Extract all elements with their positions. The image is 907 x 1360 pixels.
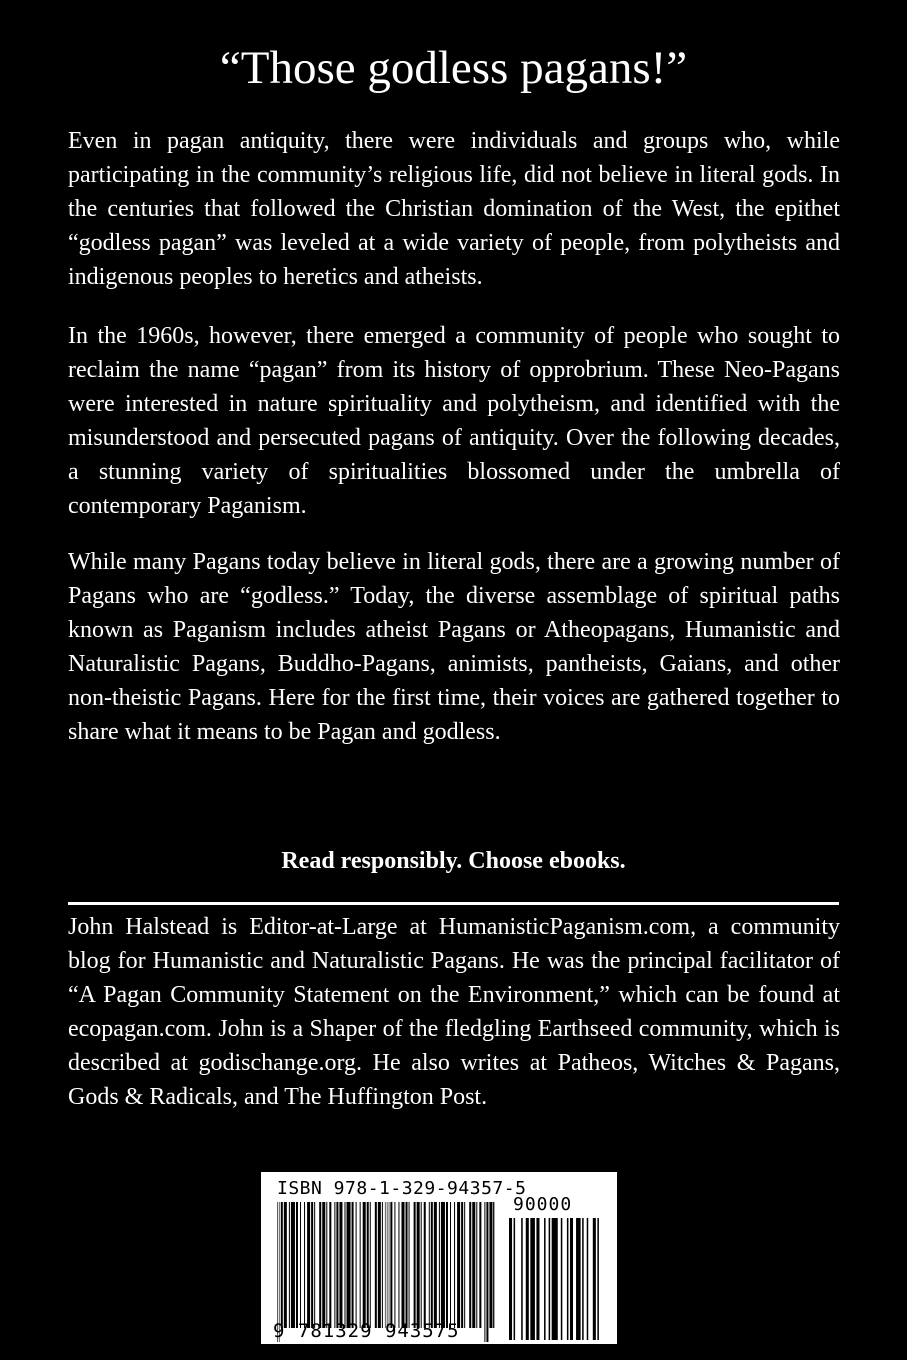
- barcode-bar: [284, 1202, 287, 1328]
- barcode-bar: [457, 1202, 460, 1328]
- barcode-bar: [549, 1218, 551, 1340]
- barcode-bar: [385, 1202, 386, 1328]
- barcode-bar: [469, 1202, 471, 1328]
- barcode-bar: [567, 1218, 569, 1340]
- barcode-bar: [461, 1202, 463, 1328]
- barcode-bar: [450, 1202, 451, 1328]
- barcode-bar: [370, 1202, 371, 1328]
- barcode-bar: [398, 1202, 399, 1328]
- barcode-bar: [329, 1202, 331, 1328]
- barcode-bar: [476, 1202, 477, 1328]
- barcode-bar: [597, 1218, 599, 1340]
- barcode-bar: [454, 1202, 455, 1328]
- barcode-bar: [281, 1202, 283, 1328]
- barcode-bar: [521, 1218, 523, 1340]
- barcode-bar: [509, 1218, 512, 1340]
- barcode-bar: [446, 1202, 448, 1328]
- barcode-bar: [409, 1202, 410, 1328]
- barcode-bar: [356, 1202, 357, 1328]
- barcode-bar: [304, 1202, 305, 1328]
- barcode-bar: [289, 1202, 290, 1328]
- intro-paragraph: Even in pagan antiquity, there were individuals and groups who, while participating in the community’s religious life, did not believe in literal gods. In the centuries that followed the Christian domination of the West, the epithet “godless pagan” was leveled at a wide variety of people, from polytheists and indigenous peoples to heretics and atheists.: [68, 128, 840, 290]
- barcode-bar: [593, 1218, 596, 1340]
- barcode-bar: [431, 1202, 433, 1328]
- barcode-bar: [552, 1218, 558, 1340]
- barcode-bar: [582, 1218, 584, 1340]
- history-paragraph: In the 1960s, however, there emerged a community of people who sought to reclaim the name “pagan” from its history of opprobrium. These Neo-Pagans were interested in nature spirituality and polytheism, and identified with the misunderstood and persecuted pagans of antiquity. Over the following decades, a stunning variety of spiritualities blossomed under the umbrella of contemporary Paganism.: [68, 323, 840, 519]
- barcode-bar: [561, 1218, 563, 1340]
- barcode-bar: [429, 1202, 430, 1328]
- barcode-bar: [434, 1202, 437, 1328]
- price-code: 90000: [513, 1194, 573, 1215]
- barcode-bar: [319, 1202, 321, 1328]
- barcode-bar: [347, 1202, 351, 1328]
- barcode-bar: [382, 1202, 383, 1328]
- barcode-bar: [344, 1202, 345, 1328]
- barcode-bar: [336, 1202, 338, 1328]
- barcode-bar: [291, 1202, 295, 1328]
- tagline: Read responsibly. Choose ebooks.: [281, 848, 626, 874]
- barcode-bar: [387, 1202, 388, 1328]
- barcode-bar: [484, 1202, 485, 1342]
- isbn-barcode: [261, 1172, 617, 1344]
- barcode-bar: [576, 1218, 581, 1340]
- barcode-bar: [334, 1202, 335, 1328]
- barcode-bar: [339, 1202, 342, 1328]
- barcode-bar: [526, 1218, 529, 1340]
- barcode-digits: 9 781329 943575: [273, 1320, 460, 1342]
- author-bio: John Halstead is Editor-at-Large at HumanisticPaganism.com, a community blog for Humanistic and Naturalistic Pagans. He was the principal facilitator of “A Pagan Community Statement on the Environment,” which can be found at ecopagan.com. John is a Shaper of the fledgling Earthseed community, which is described at godischange.org. He also writes at Patheos, Witches & Pagans, Gods & Radicals, and The Huffington Post.: [68, 914, 840, 1110]
- divider: [68, 902, 839, 905]
- barcode-bar: [439, 1202, 440, 1328]
- barcode-bar: [322, 1202, 325, 1328]
- isbn-label: ISBN 978-1-329-94357-5: [277, 1178, 527, 1199]
- barcode-bar: [486, 1202, 488, 1342]
- barcode-bar: [375, 1202, 377, 1328]
- barcode-bar: [314, 1202, 315, 1328]
- barcode-bar: [296, 1202, 298, 1328]
- godless-paragraph: While many Pagans today believe in literal gods, there are a growing number of Pagans who are “godless.” Today, the diverse assemblage of spiritual paths known as Paganism includes atheist Pagans or Atheopagans, Humanistic and Naturalistic Pagans, Buddho-Pagans, animists, pantheists, Gaians, and other non-theistic Pagans. Here for the first time, their voices are gathered together to share what it means to be Pagan and godless.: [68, 549, 840, 745]
- barcode-bar: [493, 1202, 494, 1328]
- barcode-bar: [360, 1202, 361, 1328]
- barcode-bar: [587, 1218, 589, 1340]
- barcode-bar: [390, 1202, 392, 1328]
- barcode-bar: [363, 1202, 366, 1328]
- barcode-bar: [464, 1202, 465, 1328]
- headline: “Those godless pagans!”: [219, 42, 688, 94]
- barcode-bar: [414, 1202, 416, 1328]
- barcode-bar: [394, 1202, 395, 1328]
- barcode-bar: [424, 1202, 426, 1328]
- barcode-bar: [352, 1202, 354, 1328]
- barcode-bar: [479, 1202, 481, 1328]
- barcode-bar: [417, 1202, 420, 1328]
- barcode-bar: [389, 1202, 390, 1328]
- barcode-bar: [326, 1202, 327, 1328]
- barcode-bar: [401, 1202, 404, 1328]
- barcode-bar: [300, 1202, 301, 1328]
- barcode-bar: [472, 1202, 475, 1328]
- barcode-bar: [367, 1202, 369, 1328]
- barcode-bar: [307, 1202, 310, 1328]
- barcode-bar: [514, 1218, 516, 1340]
- barcode-bar: [544, 1218, 546, 1340]
- barcode-bars-addon: [509, 1218, 605, 1340]
- barcode-bar: [570, 1218, 573, 1340]
- barcode-bar: [378, 1202, 381, 1328]
- barcode-bar: [536, 1218, 539, 1340]
- barcode-bar: [311, 1202, 313, 1328]
- barcode-bar: [530, 1218, 535, 1340]
- barcode-bar: [441, 1202, 445, 1328]
- barcode-bar: [406, 1202, 408, 1328]
- barcode-bar: [421, 1202, 422, 1328]
- barcode-bar: [489, 1202, 492, 1328]
